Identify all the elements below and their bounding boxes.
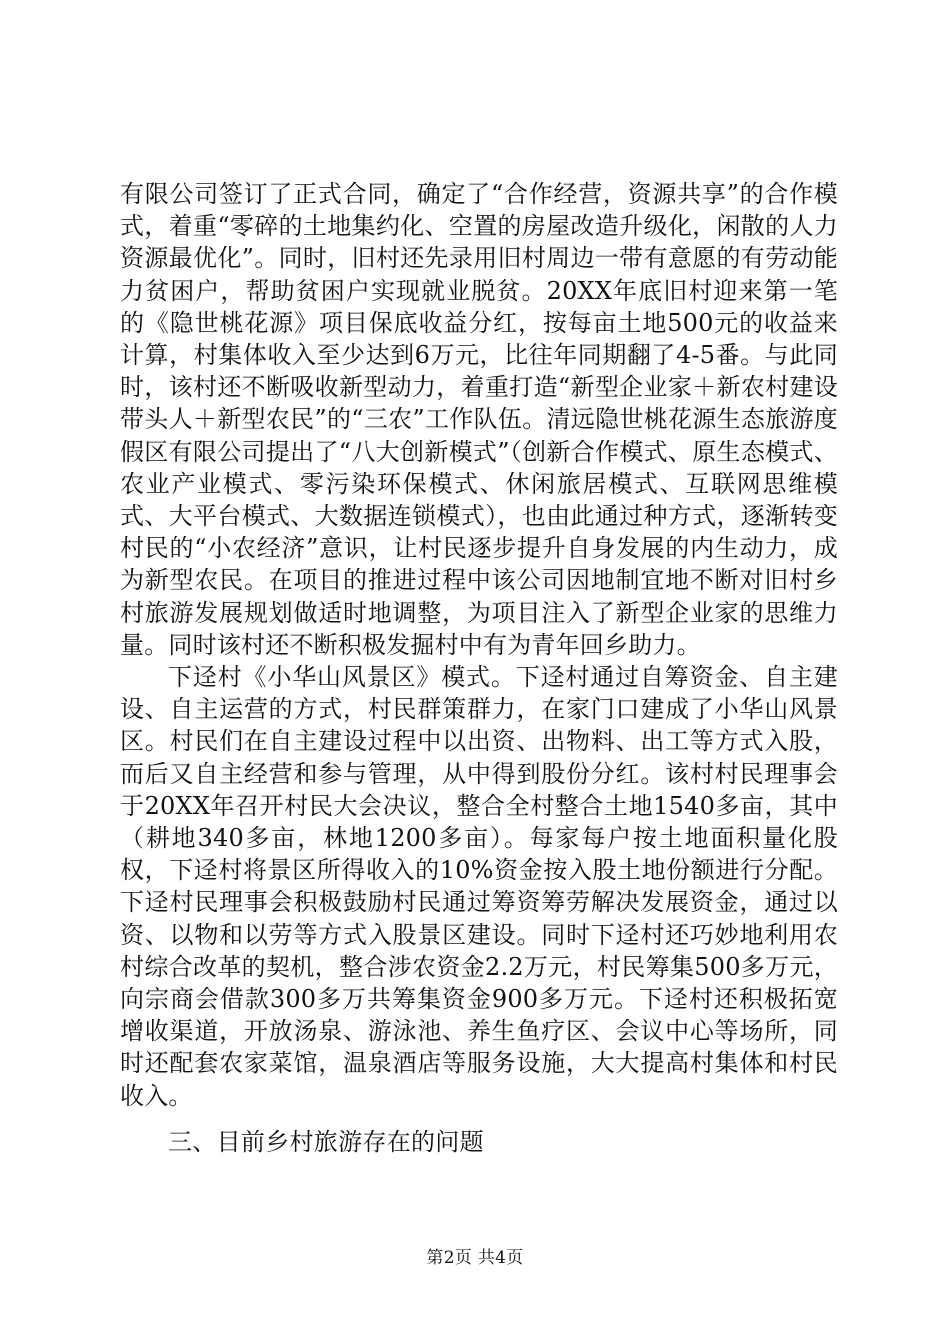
body-text	[120, 178, 838, 1112]
paragraph-xiajing-village: 下迳村《小华山风景区》模式。下迳村通过自筹资金、自主建设、自主运营的方式，村民群策群力，在家门口建成了小华山风景区。村民们在自主建设过程中以出资、出物料、出工等方式入股，而后又自主经营和参与管理，从中得到股份分红。该村村民理事会于20XX年召开村民大会决议，整合全村整合土地1540多亩，其中（耕地340多亩，林地1200多亩）。每家每户按土地面积量化股权，下迳村将景区所得收入的10%资金按入股土地份额进行分配。下迳村民理事会积极鼓励村民通过筹资筹劳解决发展资金，通过以资、以物和以劳等方式入股景区建设。同时下迳村还巧妙地利用农村综合改革的契机，整合涉农资金2.2万元，村民筹集500多万元，向宗商会借款300多万共筹集资金900多万元。下迳村还积极拓宽增收渠道，开放汤泉、游泳池、养生鱼疗区、会议中心等场所，同时还配套农家菜馆，温泉酒店等服务设施，大大提高村集体和村民收入。	[120, 663, 838, 1110]
paragraph-continued: 有限公司签订了正式合同，确定了“合作经营，资源共享”的合作模式，着重“零碎的土地集约化、空置的房屋改造升级化，闲散的人力资源最优化”。同时，旧村还先录用旧村周边一带有意愿的有劳动能力贫困户，帮助贫困户实现就业脱贫。20XX年底旧村迎来第一笔的《隐世桃花源》项目保底收益分红，按每亩土地500元的收益来计算，村集体收入至少达到6万元，比往年同期翻了4-5番。与此同时，该村还不断吸收新型动力，着重打造“新型企业家＋新农村建设带头人＋新型农民”的“三农”工作队伍。清远隐世桃花源生态旅游度假区有限公司提出了“八大创新模式”（创新合作模式、原生态模式、农业产业模式、零污染环保模式、休闲旅居模式、互联网思维模式、大平台模式、大数据连锁模式），也由此通过种方式，逐渐转变村民的“小农经济”意识，让村民逐步提升自身发展的内生动力，成为新型农民。在项目的推进过程中该公司因地制宜地不断对旧村乡村旅游发展规划做适时地调整，为项目注入了新型企业家的思维力量。同时该村还不断积极发掘村中有为青年回乡助力。	[120, 180, 838, 659]
page-footer: 第2页 共4页	[426, 1248, 524, 1268]
section-heading: 三、目前乡村旅游存在的问题	[168, 1128, 484, 1156]
